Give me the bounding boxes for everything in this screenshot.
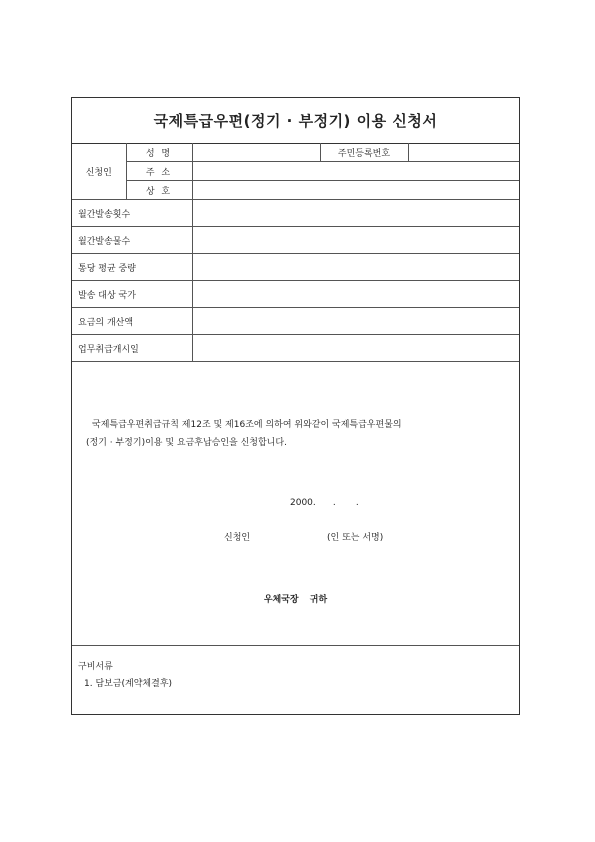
address-field[interactable] — [192, 162, 519, 181]
service-start-date-label: 업무취급개시일 — [72, 335, 192, 362]
monthly-items-field[interactable] — [192, 227, 519, 254]
address-label: 주 소 — [126, 162, 192, 181]
name-label: 성 명 — [126, 143, 192, 162]
application-form — [71, 97, 520, 715]
destination-countries-label: 발송 대상 국가 — [72, 281, 192, 308]
name-field[interactable] — [192, 143, 320, 162]
form-title: 국제특급우편(정기 · 부정기) 이용 신청서 — [72, 98, 519, 144]
company-field[interactable] — [192, 181, 519, 200]
estimated-fee-label: 요금의 개산액 — [72, 308, 192, 335]
application-date[interactable]: 2000. . . — [290, 498, 359, 508]
monthly-shipments-field[interactable] — [192, 200, 519, 227]
registration-number-label: 주민등록번호 — [320, 143, 408, 162]
destination-countries-field[interactable] — [192, 281, 519, 308]
signature-label: 신청인 — [224, 533, 251, 543]
declaration-section — [72, 373, 519, 646]
declaration-line-2: (정기 · 부정기)이용 및 요금후납승인을 신청합니다. — [86, 438, 287, 448]
average-weight-field[interactable] — [192, 254, 519, 281]
recipient: 우체국장 귀하 — [263, 595, 328, 605]
applicant-label: 신청인 — [72, 143, 126, 200]
service-start-date-field[interactable] — [192, 335, 519, 362]
monthly-items-label: 월간발송물수 — [72, 227, 192, 254]
declaration-line-1: 국제특급우편취급규칙 제12조 및 제16조에 의하여 위와같이 국제특급우편물의 — [92, 420, 402, 430]
monthly-shipments-label: 월간발송횟수 — [72, 200, 192, 227]
required-documents-title: 구비서류 — [78, 662, 113, 672]
applicant-table — [72, 143, 519, 362]
company-label: 상 호 — [126, 181, 192, 200]
signature-note[interactable]: (인 또는 서명) — [327, 533, 384, 543]
average-weight-label: 통당 평균 중량 — [72, 254, 192, 281]
estimated-fee-field[interactable] — [192, 308, 519, 335]
registration-number-field[interactable] — [408, 143, 519, 162]
required-document-item: 1. 담보금(계약체결후) — [84, 679, 173, 689]
